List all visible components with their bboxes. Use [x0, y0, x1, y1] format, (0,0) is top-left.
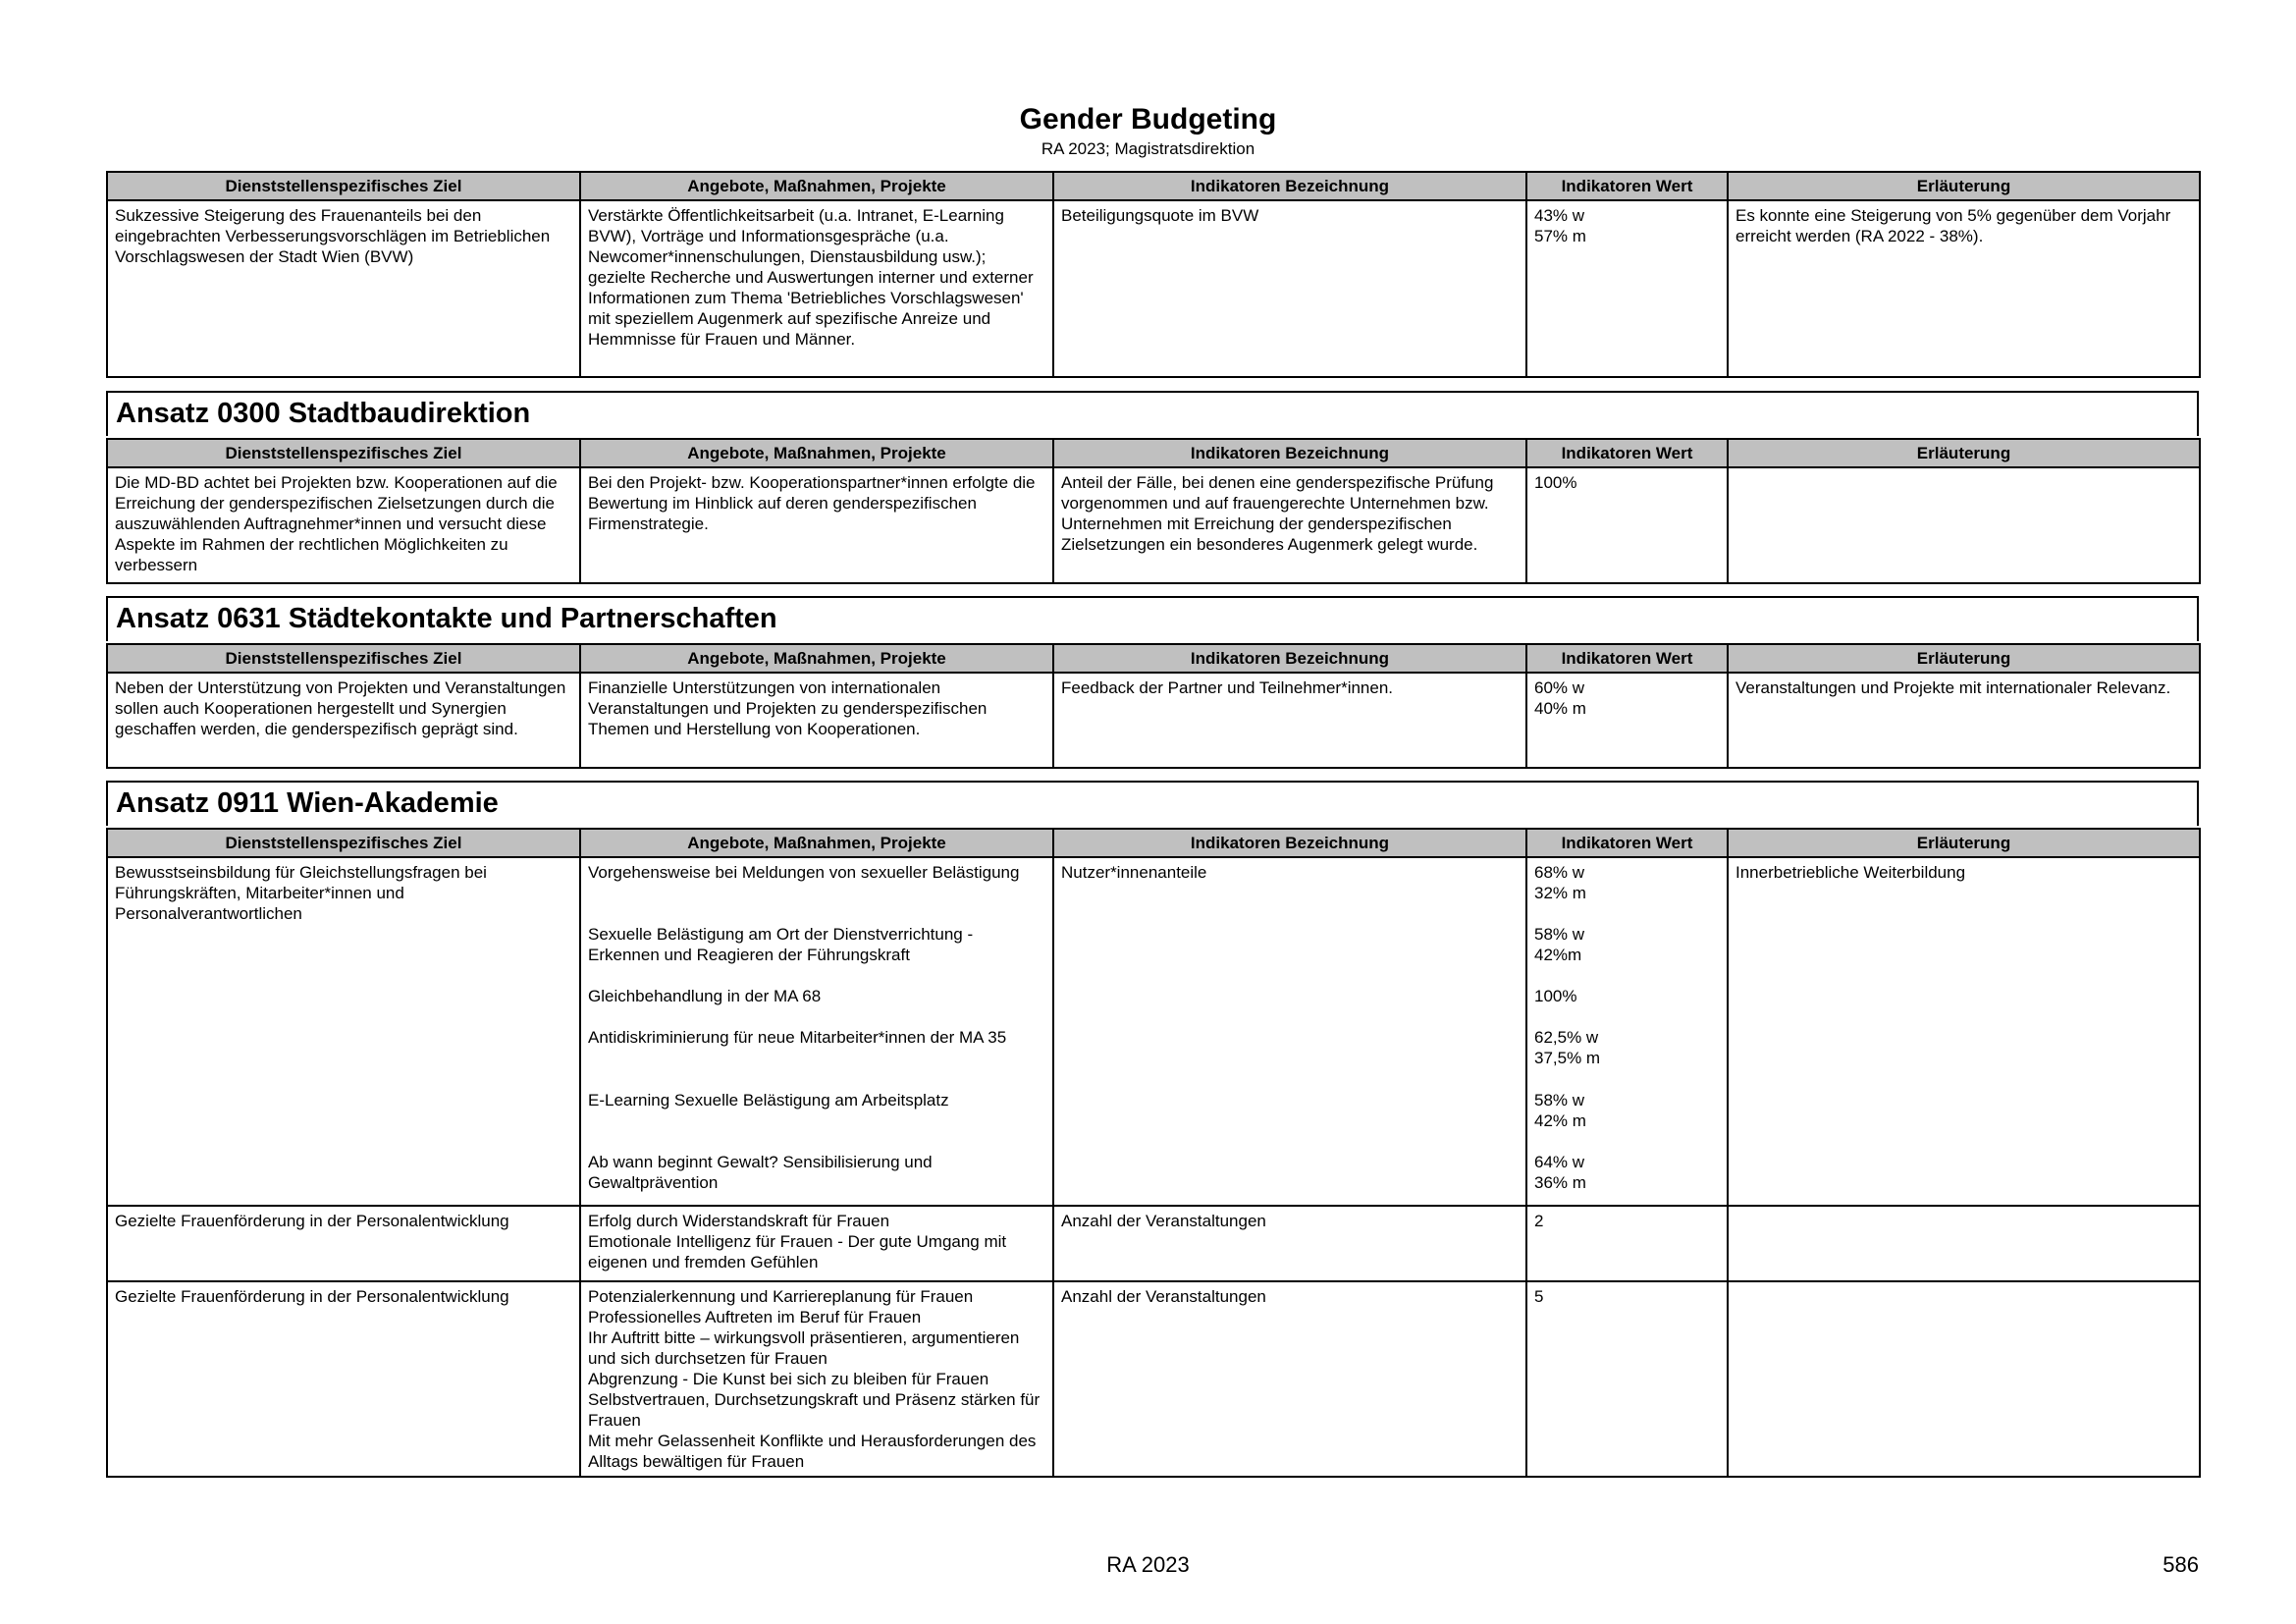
list-item: 100%: [1534, 987, 1577, 1005]
page-number: 586: [2163, 1552, 2199, 1577]
header-indikator: Indikatoren Bezeichnung: [1053, 644, 1526, 673]
cell-wert: 43% w 57% m: [1526, 200, 1728, 377]
table-stadtbaudirektion: [106, 438, 2201, 584]
header-massnahmen: Angebote, Maßnahmen, Projekte: [580, 644, 1053, 673]
list-item: 58% w 42%m: [1534, 925, 1585, 964]
header-ziel: Dienststellenspezifisches Ziel: [107, 439, 580, 467]
header-wert: Indikatoren Wert: [1526, 172, 1728, 200]
header-erlaeuterung: Erläuterung: [1728, 644, 2200, 673]
cell-wert: 60% w 40% m: [1526, 673, 1728, 768]
header-row: [107, 829, 2200, 857]
header-ziel: Dienststellenspezifisches Ziel: [107, 644, 580, 673]
list-item: 64% w 36% m: [1534, 1153, 1586, 1192]
header-massnahmen: Angebote, Maßnahmen, Projekte: [580, 829, 1053, 857]
cell-ziel: Gezielte Frauenförderung in der Personalentwicklung: [107, 1281, 580, 1477]
document-title: Gender Budgeting: [1019, 103, 1277, 135]
header-row: [107, 644, 2200, 673]
cell-massnahmen: Finanzielle Unterstützungen von internationalen Veranstaltungen und Projekten zu genderspezifischen Themen und Herstellung von Kooperationen.: [580, 673, 1053, 768]
header-ziel: Dienststellenspezifisches Ziel: [107, 172, 580, 200]
table-row: [107, 200, 2200, 377]
cell-indikator: Feedback der Partner und Teilnehmer*innen.: [1053, 673, 1526, 768]
table-row: [107, 1281, 2200, 1477]
list-item: Gleichbehandlung in der MA 68: [588, 987, 822, 1005]
cell-wert: 2: [1526, 1206, 1728, 1281]
document-subtitle: RA 2023; Magistratsdirektion: [1041, 139, 1255, 158]
cell-ziel: Die MD-BD achtet bei Projekten bzw. Kooperationen auf die Erreichung der genderspezifischen Zielsetzungen durch die auszuwählenden Auftragnehmer*innen und versucht diese Aspekte im Rahmen der rechtlichen Möglichkeiten zu verbessern: [107, 467, 580, 583]
header-row: [107, 172, 2200, 200]
list-item: Ab wann beginnt Gewalt? Sensibilisierung und Gewaltprävention: [588, 1153, 933, 1192]
cell-massnahmen: Potenzialerkennung und Karriereplanung für Frauen Professionelles Auftreten im Beruf für Frauen Ihr Auftritt bitte – wirkungsvoll präsentieren, argumentieren und sich durchsetzen für Frauen Abgrenzung - Die Kunst bei sich zu bleiben für Frauen Selbstvertrauen, Durchsetzungskraft und Präsenz stärken für Frauen Mit mehr Gelassenheit Konflikte und Herausforderungen des Alltags bewältigen für Frauen: [580, 1281, 1053, 1477]
cell-erlaeuterung: [1728, 1281, 2200, 1477]
cell-indikator: Anzahl der Veranstaltungen: [1053, 1281, 1526, 1477]
cell-ziel: Neben der Unterstützung von Projekten und Veranstaltungen sollen auch Kooperationen hergestellt und Synergien geschaffen werden, die genderspezifisch geprägt sind.: [107, 673, 580, 768]
cell-massnahmen: Bei den Projekt- bzw. Kooperationspartner*innen erfolgte die Bewertung im Hinblick auf deren genderspezifischen Firmenstrategie.: [580, 467, 1053, 583]
list-item: E-Learning Sexuelle Belästigung am Arbeitsplatz: [588, 1091, 949, 1110]
list-item: 62,5% w 37,5% m: [1534, 1028, 1601, 1067]
header-ziel: Dienststellenspezifisches Ziel: [107, 829, 580, 857]
list-item: Antidiskriminierung für neue Mitarbeiter*innen der MA 35: [588, 1028, 1007, 1047]
header-wert: Indikatoren Wert: [1526, 829, 1728, 857]
cell-indikator: Nutzer*innenanteile: [1053, 857, 1526, 1206]
cell-massnahmen: Verstärkte Öffentlichkeitsarbeit (u.a. Intranet, E-Learning BVW), Vorträge und Informationsgespräche (u.a. Newcomer*innenschulungen, Dienstausbildung usw.); gezielte Recherche und Auswertungen interner und externer Informationen zum Thema 'Betriebliches Vorschlagswesen' mit speziellem Augenmerk auf spezifische Anreize und Hemmnisse für Frauen und Männer.: [580, 200, 1053, 377]
table-row: [107, 467, 2200, 583]
header-massnahmen: Angebote, Maßnahmen, Projekte: [580, 439, 1053, 467]
section-heading-staedtekontakte: Ansatz 0631 Städtekontakte und Partnerschaften: [106, 596, 2199, 641]
cell-erlaeuterung: Es konnte eine Steigerung von 5% gegenüber dem Vorjahr erreicht werden (RA 2022 - 38%).: [1728, 200, 2200, 377]
list-item: Sexuelle Belästigung am Ort der Dienstverrichtung - Erkennen und Reagieren der Führungskraft: [588, 925, 974, 964]
cell-massnahmen-list: [580, 857, 1053, 1206]
cell-indikator: Beteiligungsquote im BVW: [1053, 200, 1526, 377]
header-erlaeuterung: Erläuterung: [1728, 829, 2200, 857]
cell-indikator: Anteil der Fälle, bei denen eine genderspezifische Prüfung vorgenommen und auf frauengerechte Unternehmen bzw. Unternehmen mit Erreichung der genderspezifischen Zielsetzungen ein besonderes Augenmerk gelegt wurde.: [1053, 467, 1526, 583]
list-item: 68% w 32% m: [1534, 863, 1586, 902]
cell-massnahmen: Erfolg durch Widerstandskraft für Frauen Emotionale Intelligenz für Frauen - Der gute Umgang mit eigenen und fremden Gefühlen: [580, 1206, 1053, 1281]
cell-ziel: Bewusstseinsbildung für Gleichstellungsfragen bei Führungskräften, Mitarbeiter*innen und Personalverantwortlichen: [107, 857, 580, 1206]
cell-indikator: Anzahl der Veranstaltungen: [1053, 1206, 1526, 1281]
cell-erlaeuterung: [1728, 1206, 2200, 1281]
cell-wert-list: [1526, 857, 1728, 1206]
list-item: Vorgehensweise bei Meldungen von sexueller Belästigung: [588, 863, 1020, 882]
cell-ziel: Sukzessive Steigerung des Frauenanteils bei den eingebrachten Verbesserungsvorschlägen im Betrieblichen Vorschlagswesen der Stadt Wien (BVW): [107, 200, 580, 377]
header-indikator: Indikatoren Bezeichnung: [1053, 829, 1526, 857]
header-indikator: Indikatoren Bezeichnung: [1053, 439, 1526, 467]
cell-wert: 5: [1526, 1281, 1728, 1477]
header-row: [107, 439, 2200, 467]
header-massnahmen: Angebote, Maßnahmen, Projekte: [580, 172, 1053, 200]
cell-erlaeuterung: Veranstaltungen und Projekte mit internationaler Relevanz.: [1728, 673, 2200, 768]
table-row: [107, 857, 2200, 1206]
cell-wert: 100%: [1526, 467, 1728, 583]
footer-label: RA 2023: [1106, 1552, 1190, 1577]
table-wien-akademie: [106, 828, 2201, 1478]
table-bvw: [106, 171, 2201, 378]
cell-erlaeuterung: [1728, 467, 2200, 583]
header-wert: Indikatoren Wert: [1526, 439, 1728, 467]
list-item: 58% w 42% m: [1534, 1091, 1586, 1130]
header-wert: Indikatoren Wert: [1526, 644, 1728, 673]
section-heading-wien-akademie: Ansatz 0911 Wien-Akademie: [106, 781, 2199, 826]
header-erlaeuterung: Erläuterung: [1728, 172, 2200, 200]
section-heading-stadtbaudirektion: Ansatz 0300 Stadtbaudirektion: [106, 391, 2199, 436]
header-indikator: Indikatoren Bezeichnung: [1053, 172, 1526, 200]
header-erlaeuterung: Erläuterung: [1728, 439, 2200, 467]
cell-erlaeuterung: Innerbetriebliche Weiterbildung: [1728, 857, 2200, 1206]
table-row: [107, 673, 2200, 768]
table-staedtekontakte: [106, 643, 2201, 769]
table-row: [107, 1206, 2200, 1281]
cell-ziel: Gezielte Frauenförderung in der Personalentwicklung: [107, 1206, 580, 1281]
